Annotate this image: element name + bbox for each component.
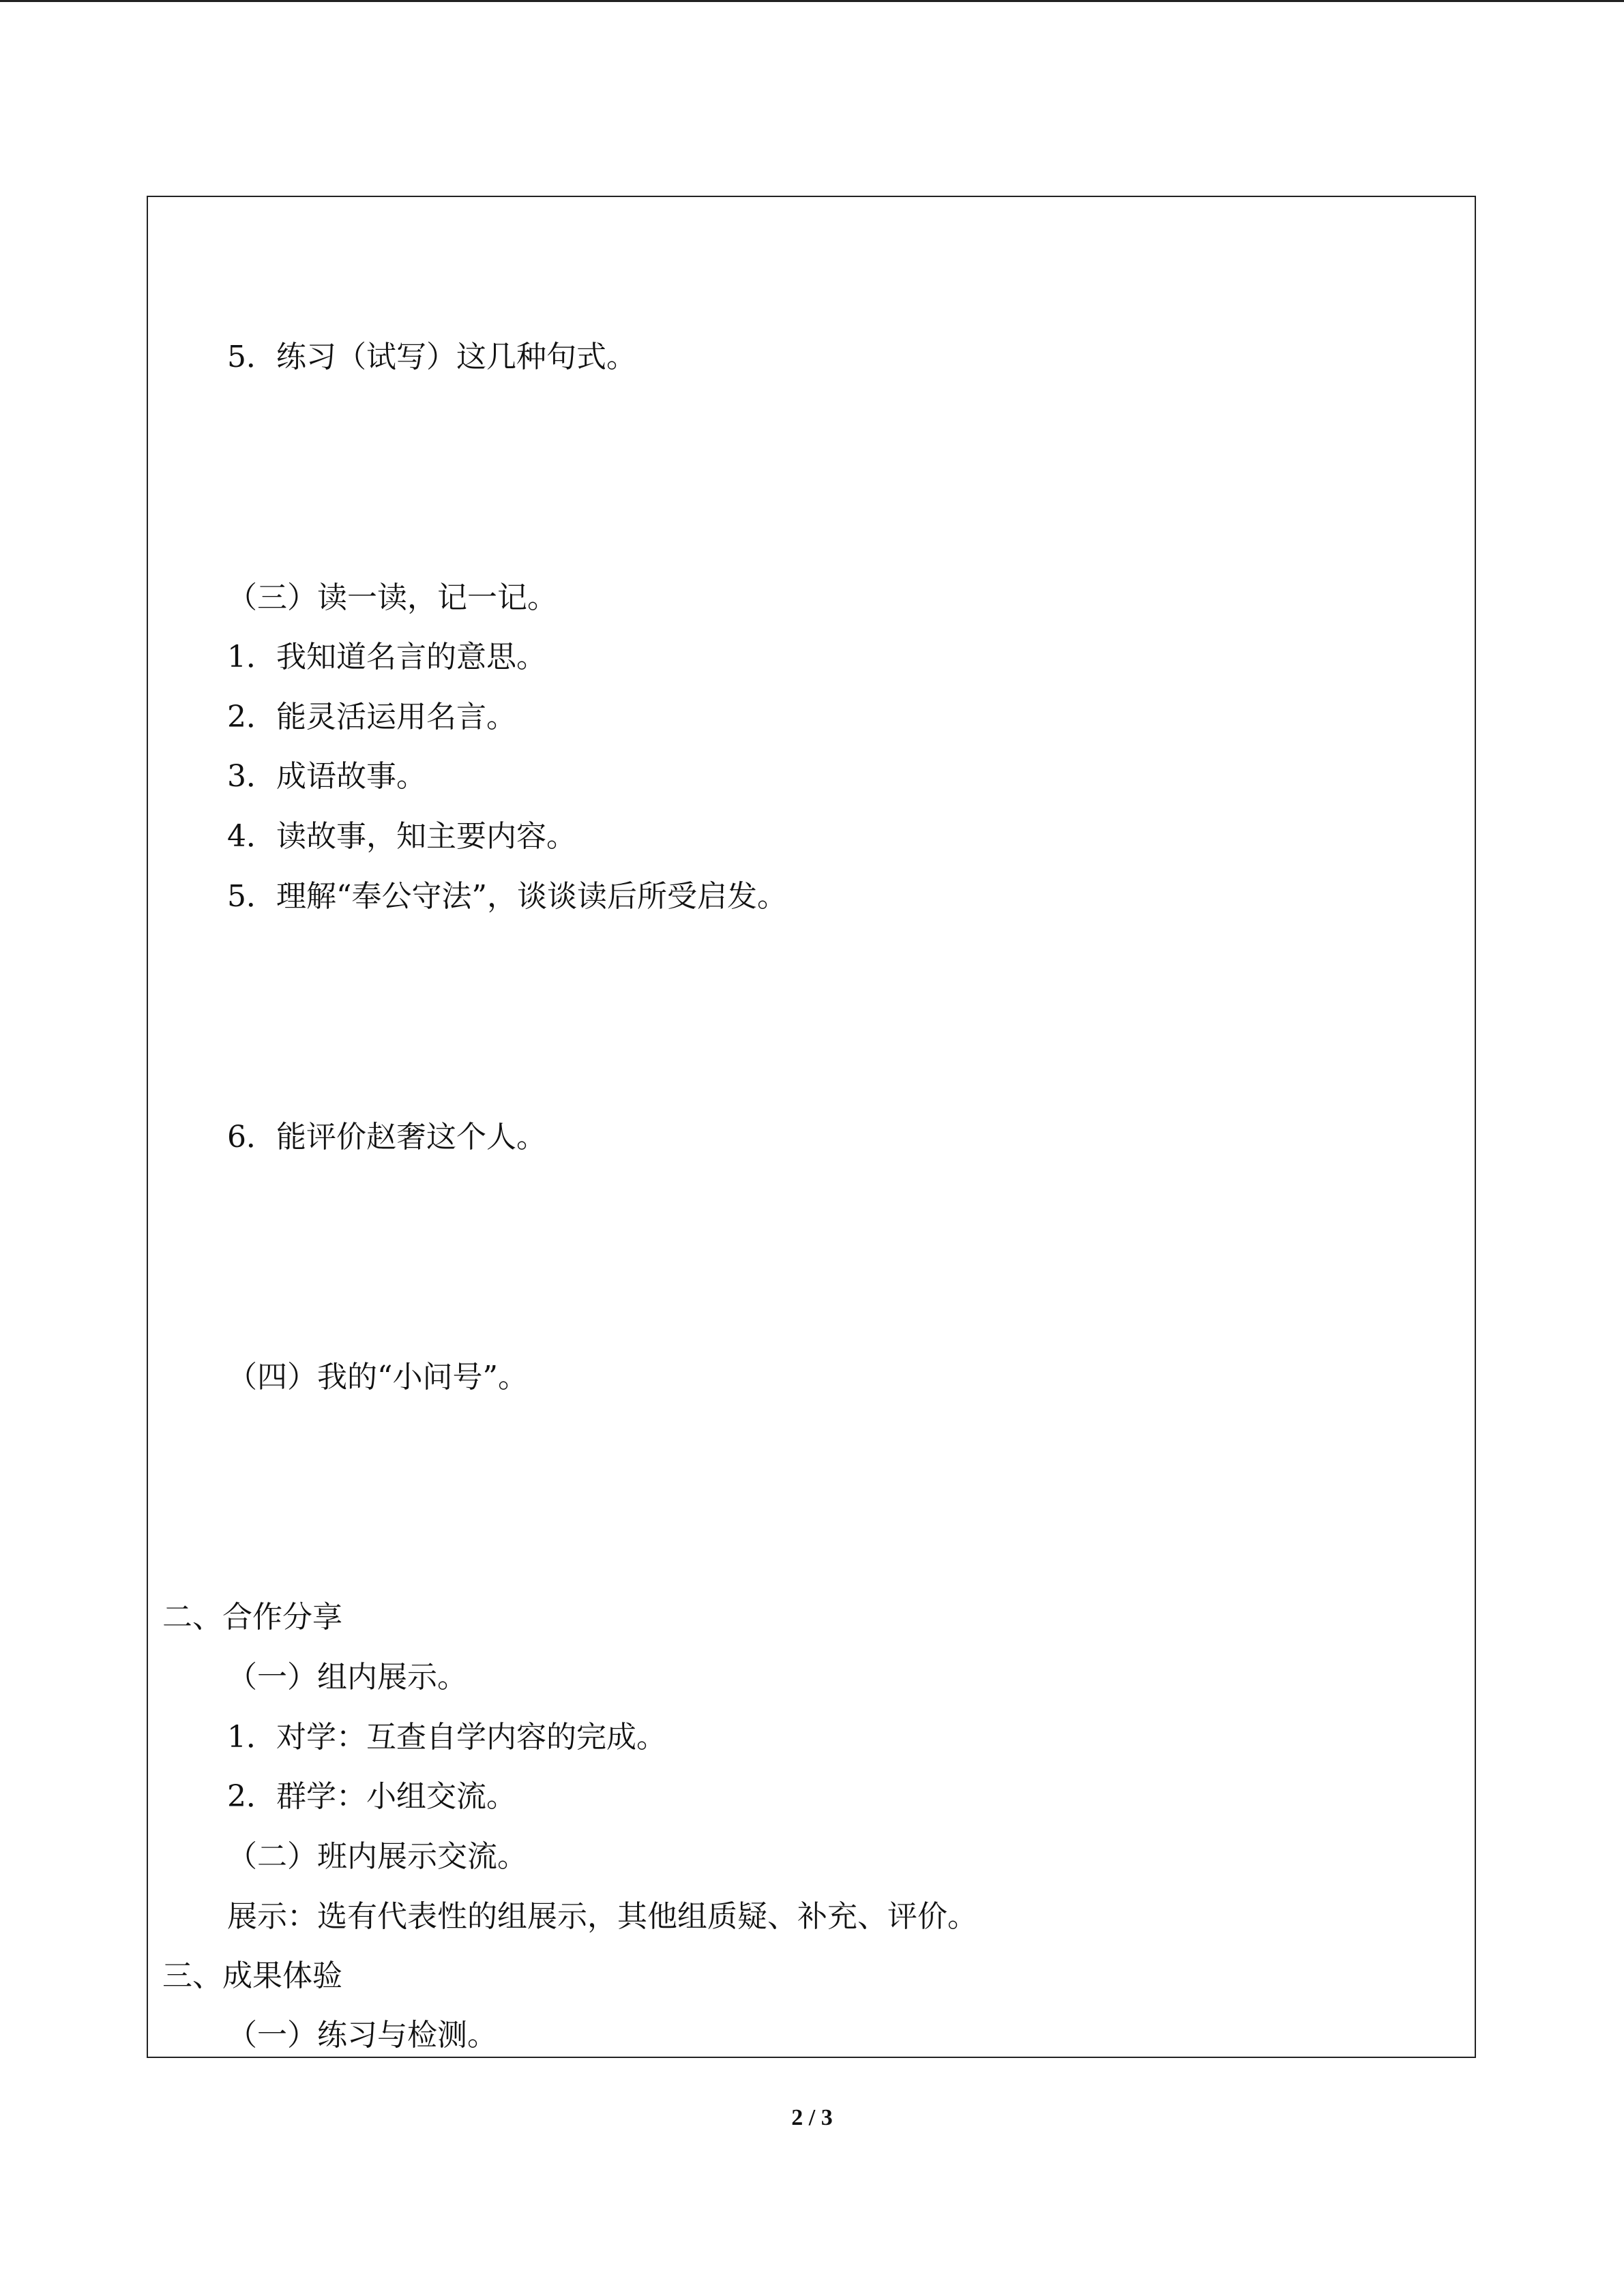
item-understand-law-abiding: 5．理解“奉公守法”，谈谈读后所受启发。 xyxy=(227,879,787,914)
section-group-display-heading: （一）组内展示。 xyxy=(227,1660,467,1695)
item-practice-sentence-patterns: 5．练习（试写）这几种句式。 xyxy=(227,340,636,374)
item-know-quote-meaning: 1．我知道名言的意思。 xyxy=(227,640,546,674)
item-read-story-main-content: 4．读故事，知主要内容。 xyxy=(227,819,576,854)
part-two-cooperation-heading: 二、合作分享 xyxy=(162,1600,342,1635)
item-pair-study: 1．对学：互查自学内容的完成。 xyxy=(227,1720,666,1755)
section-read-and-remember-heading: （三）读一读，记一记。 xyxy=(227,580,557,615)
page-number: 2 / 3 xyxy=(791,2105,833,2130)
page-top-border xyxy=(0,0,1624,2)
item-idiom-story: 3．成语故事。 xyxy=(227,759,426,794)
section-my-questions-heading: （四）我的“小问号”。 xyxy=(227,1360,528,1395)
item-evaluate-zhao-she: 6．能评价赵奢这个人。 xyxy=(227,1120,546,1154)
item-group-study: 2．群学：小组交流。 xyxy=(227,1779,516,1814)
section-practice-and-test-heading: （一）练习与检测。 xyxy=(227,2018,497,2053)
item-display-description: 展示：选有代表性的组展示，其他组质疑、补充、评价。 xyxy=(227,1899,977,1934)
part-three-results-heading: 三、成果体验 xyxy=(162,1958,342,1993)
section-class-display-heading: （二）班内展示交流。 xyxy=(227,1839,527,1874)
item-use-quotes-flexibly: 2．能灵活运用名言。 xyxy=(227,700,516,734)
